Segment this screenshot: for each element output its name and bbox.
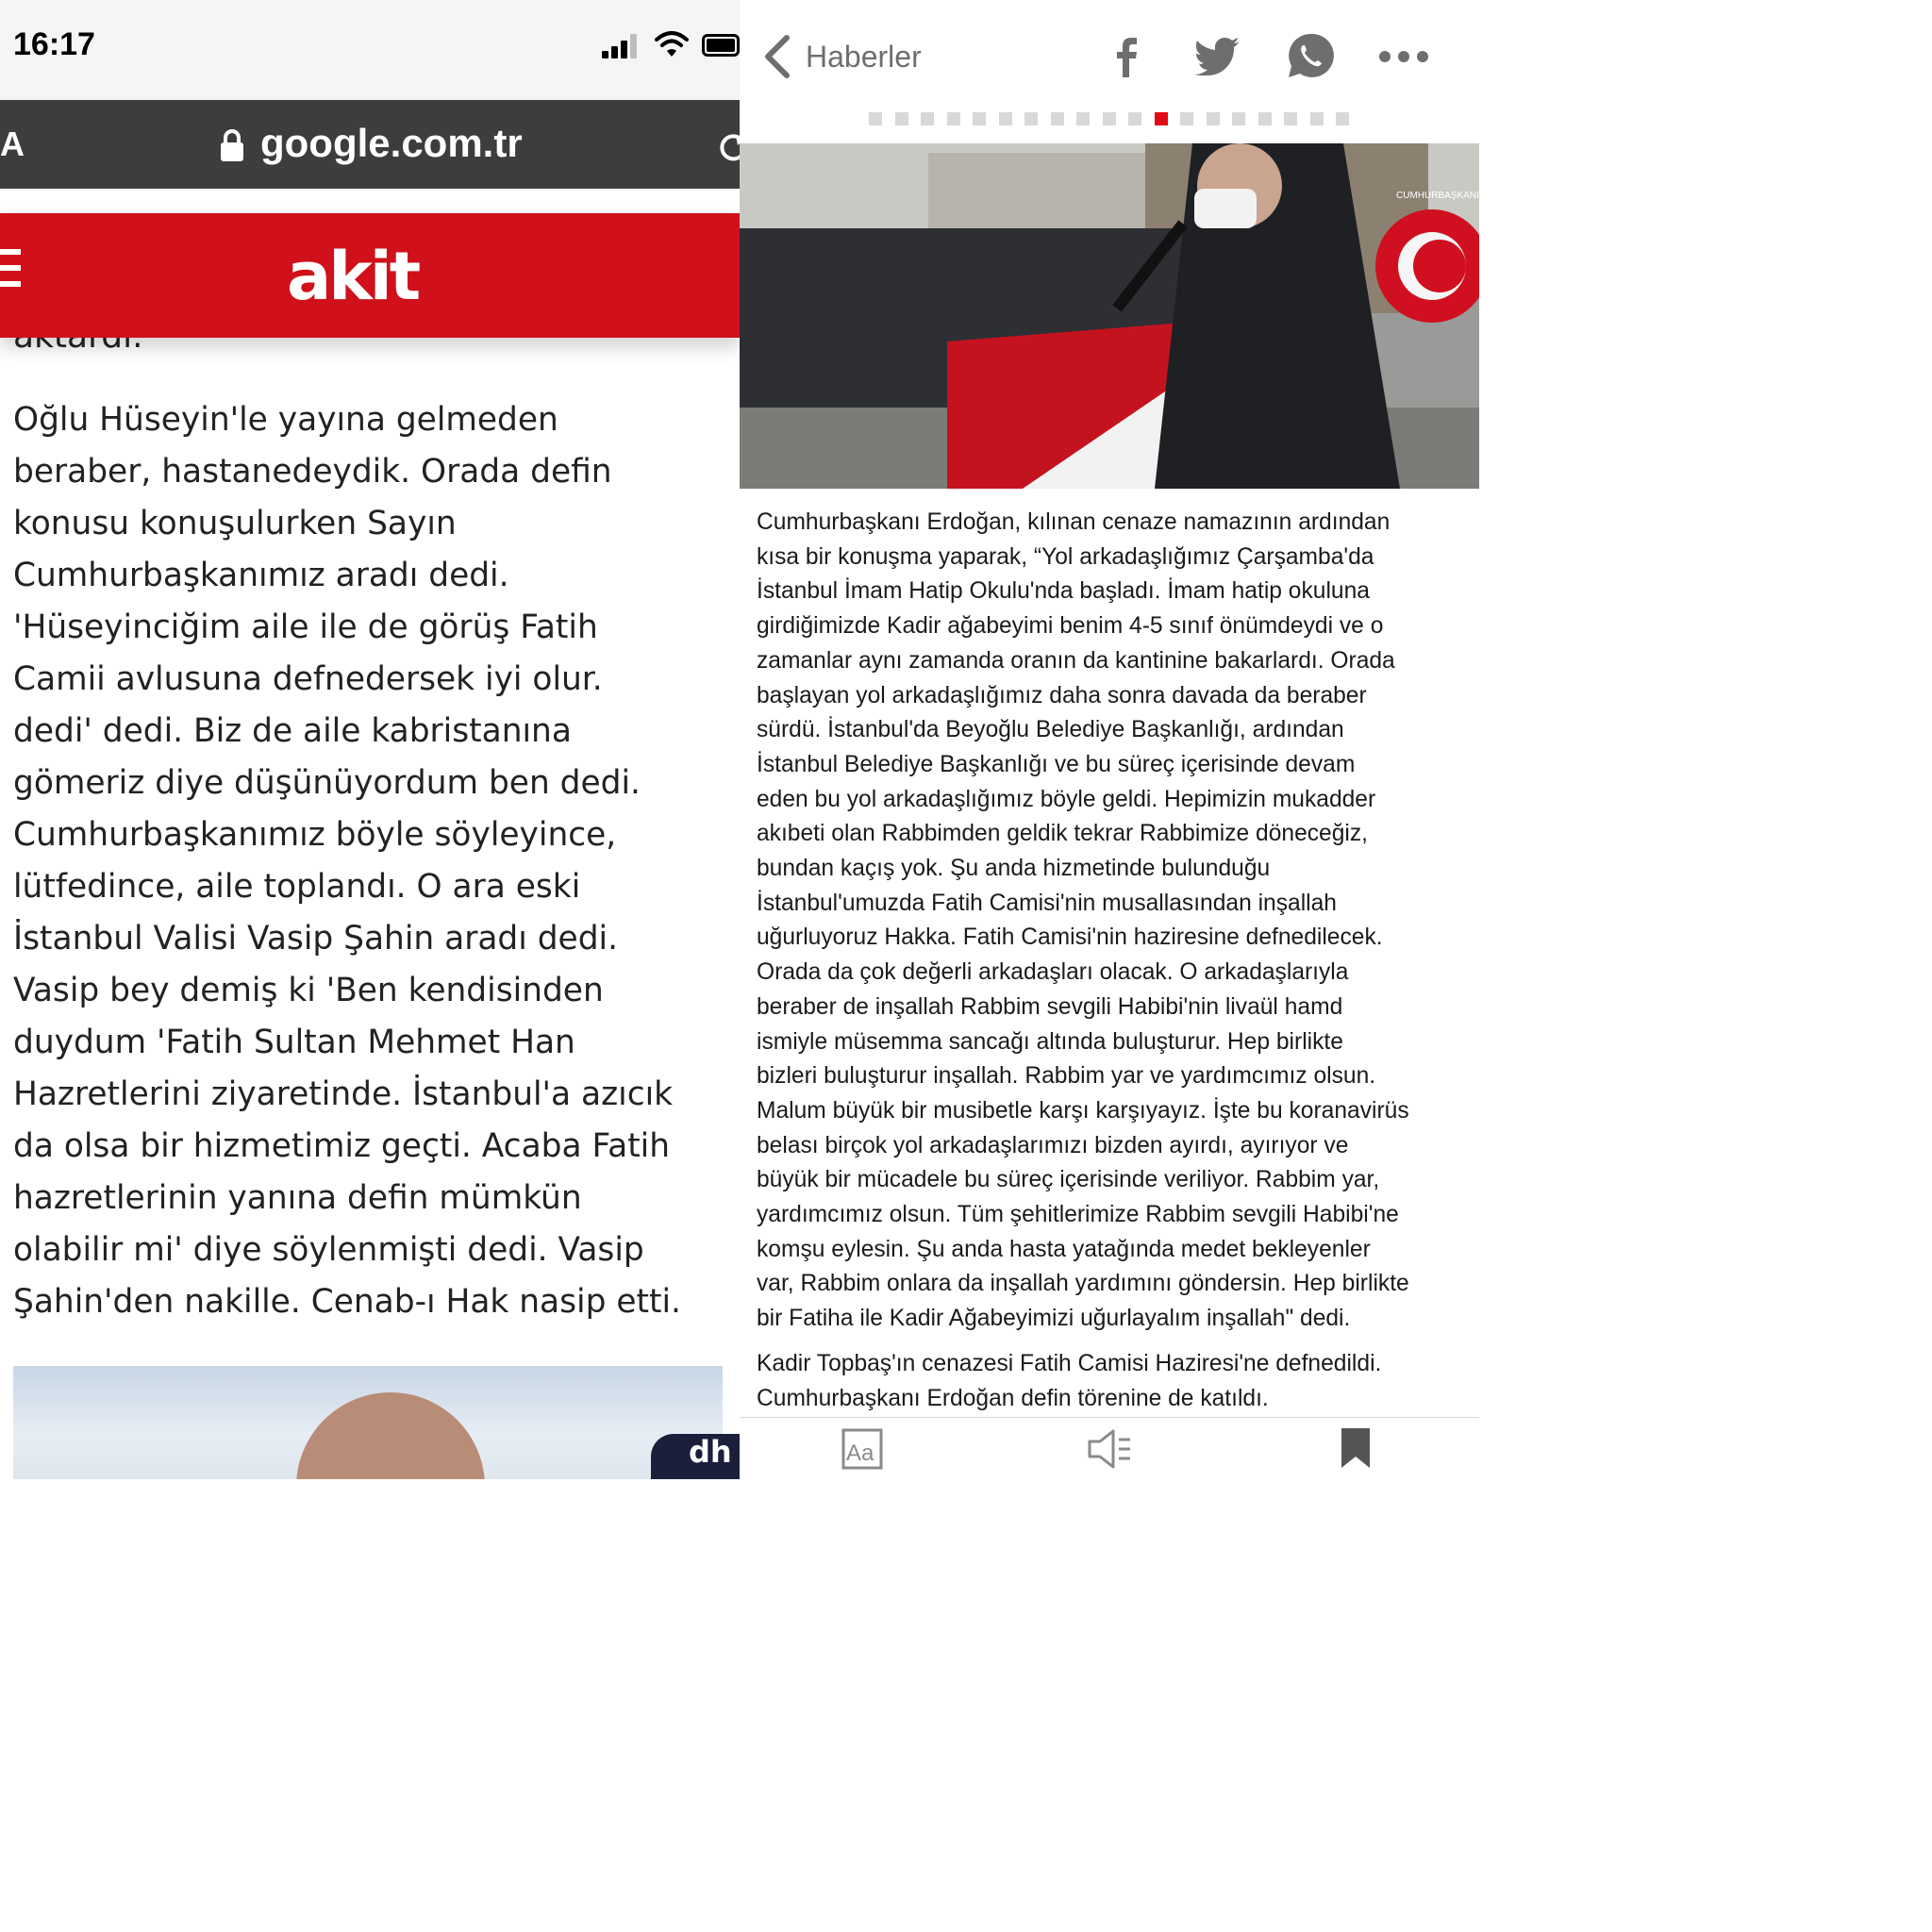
article-line: Şahin'den nakille. Cenab-ı Hak nasip etti. — [13, 1283, 681, 1321]
funeral-photo[interactable] — [740, 143, 1479, 489]
paragraph-line: akıbeti olan Rabbimden geldik tekrar Rabbimize döneceğiz, — [757, 821, 1368, 847]
paragraph-line: beraber de inşallah Rabbim sevgili Habibi'nin livaül hamd — [757, 993, 1343, 1020]
paragraph-line: zamanlar aynı zamanda oranın da kantinine bakarlardı. Orada — [757, 647, 1395, 674]
wreath-text: CUMHURBAŞKANI — [1396, 191, 1479, 201]
paragraph-line: var, Rabbim onlara da inşallah yardımını göndersin. Hep birlikte — [757, 1271, 1409, 1297]
font-size-icon[interactable] — [841, 1428, 883, 1470]
article-paragraph-2 — [757, 1347, 1470, 1416]
article-line: Cumhurbaşkanımız böyle söyleyince, — [13, 816, 617, 854]
speaker-icon[interactable] — [1087, 1428, 1134, 1470]
article-line: gömeriz diye düşünüyordum ben dedi. — [13, 764, 641, 802]
status-bar — [0, 0, 740, 100]
paragraph-line: Orada da çok değerli arkadaşları olacak. O arkadaşlarıyla — [757, 959, 1349, 986]
hamburger-menu-icon[interactable] — [0, 249, 21, 287]
paragraph-line: büyük bir mücadele bu süreç içerisinde veriliyor. Rabbim yar, — [757, 1167, 1380, 1193]
cellular-signal-icon — [602, 34, 641, 58]
paragraph-line: başlayan yol arkadaşlığımız daha sonra davada da beraber — [757, 682, 1367, 708]
whatsapp-icon[interactable] — [1287, 32, 1334, 79]
paragraph-line: Cumhurbaşkanı Erdoğan, kılınan cenaze namazının ardından — [757, 509, 1391, 535]
paragraph-line: İstanbul Belediye Başkanlığı ve bu süreç içerisinde devam — [757, 751, 1356, 777]
toolbar-divider — [740, 1417, 1479, 1418]
article-line: Oğlu Hüseyin'le yayına gelmeden — [13, 401, 558, 439]
funeral-scene — [740, 143, 1479, 489]
paragraph-line: yardımcımız olsun. Tüm şehitlerimize Rabbim sevgili Habibi'ne — [757, 1202, 1399, 1228]
person-head — [296, 1392, 485, 1479]
page-dot[interactable] — [1180, 112, 1193, 125]
video-badge-label: dh — [689, 1434, 732, 1470]
reload-icon[interactable] — [719, 130, 740, 164]
page-dot-active[interactable] — [1155, 112, 1168, 125]
page-dot[interactable] — [921, 112, 934, 125]
paragraph-line: uğurluyoruz Hakka. Fatih Camisi'nin haziresine defnedilecek. — [757, 924, 1383, 951]
paragraph-line: kısa bir konuşma yaparak, “Yol arkadaşlığımız Çarşamba'da — [757, 543, 1374, 570]
article-line: Hazretlerini ziyaretinde. İstanbul'a azıcık — [13, 1075, 674, 1113]
article-line: Camii avlusuna defnedersek iyi olur. — [13, 660, 603, 698]
facebook-icon[interactable] — [1109, 36, 1143, 77]
page-dot[interactable] — [1128, 112, 1141, 125]
site-logo[interactable]: akit — [287, 238, 419, 315]
article-line: lütfedince, aile toplandı. O ara eski — [13, 868, 581, 906]
page-dot[interactable] — [1207, 112, 1220, 125]
page-dot[interactable] — [1232, 112, 1245, 125]
article-paragraph-1 — [757, 506, 1470, 1337]
article-photo[interactable] — [13, 1366, 723, 1479]
paragraph-line: bizleri buluşturur inşallah. Rabbim yar ve yardımcımız olsun. — [757, 1063, 1376, 1090]
article-line: konusu konuşulurken Sayın — [13, 505, 457, 542]
page-dot[interactable] — [999, 112, 1012, 125]
page-dot[interactable] — [1258, 112, 1272, 125]
article-line: dedi' dedi. Biz de aile kabristanına — [13, 712, 572, 750]
lock-icon — [219, 128, 245, 162]
article-body — [13, 394, 730, 1328]
browser-address-bar[interactable] — [0, 100, 740, 189]
paragraph-line: belası birçok yol arkadaşlarımızı bizden ayırdı, ayırıyor ve — [757, 1132, 1349, 1158]
paragraph-line: bundan kaçış yok. Şu anda hizmetinde bulunduğu — [757, 856, 1271, 882]
page-dot[interactable] — [1024, 112, 1038, 125]
back-chevron-icon[interactable] — [760, 34, 794, 79]
paragraph-line: İstanbul'umuzda Fatih Camisi'nin musallasından inşallah — [757, 890, 1337, 916]
article-line: Cumhurbaşkanımız aradı dedi. — [13, 557, 509, 594]
article-line: olabilir mi' diye söylenmişti dedi. Vasip — [13, 1231, 644, 1269]
article-line: duydum 'Fatih Sultan Mehmet Han — [13, 1024, 575, 1061]
paragraph-line: Cumhurbaşkanı Erdoğan defin törenine de katıldı. — [757, 1385, 1269, 1411]
article-line: hazretlerinin yanına defin mümkün — [13, 1179, 582, 1217]
font-size-label: Aa — [846, 1441, 874, 1466]
page-dot[interactable] — [869, 112, 882, 125]
back-label[interactable]: Haberler — [806, 40, 922, 74]
paragraph-line: ismiyle müsemma sancağı altında buluşturur. Hep birlikte — [757, 1028, 1343, 1055]
more-options-icon[interactable] — [1379, 51, 1430, 64]
article-line: 'Hüseyinciğim aile ile de görüş Fatih — [13, 608, 598, 646]
page-dot[interactable] — [1076, 112, 1090, 125]
gallery-page-indicator — [869, 112, 1350, 125]
paragraph-line: eden bu yol arkadaşlığımız böyle geldi. Hepimizin mukadder — [757, 786, 1376, 812]
battery-icon — [702, 34, 740, 57]
article-line: İstanbul Valisi Vasip Şahin aradı dedi. — [13, 920, 619, 958]
page-dot[interactable] — [1103, 112, 1116, 125]
reader-text-size-button[interactable]: A — [0, 125, 25, 163]
paragraph-line: bir Fatiha ile Kadir Ağabeyimizi uğurlayalım inşallah" dedi. — [757, 1306, 1351, 1332]
paragraph-line: Malum büyük bir musibetle karşı karşıyayız. İşte bu koranavirüs — [757, 1097, 1409, 1124]
article-line: Vasip bey demiş ki 'Ben kendisinden — [13, 972, 604, 1009]
paragraph-line: İstanbul İmam Hatip Okulu'nda başladı. İmam hatip okuluna — [757, 578, 1370, 605]
article-line: beraber, hastanedeydik. Orada defin — [13, 453, 612, 491]
twitter-icon[interactable] — [1194, 36, 1241, 75]
bookmark-icon[interactable] — [1340, 1426, 1372, 1470]
paragraph-line: girdiğimizde Kadir ağabeyimi benim 4-5 sınıf önümdeydi ve o — [757, 613, 1384, 640]
status-time: 16:17 — [13, 26, 95, 62]
paragraph-line: sürdü. İstanbul'da Beyoğlu Belediye Başkanlığı, ardından — [757, 717, 1344, 743]
paragraph-line: komşu eylesin. Şu anda hasta yatağında medet bekleyenler — [757, 1236, 1371, 1262]
page-dot[interactable] — [895, 112, 908, 125]
site-header — [0, 213, 740, 338]
left-browser-panel — [0, 0, 740, 1479]
page-dot[interactable] — [947, 112, 960, 125]
url-text[interactable]: google.com.tr — [260, 121, 523, 165]
page-dot[interactable] — [1051, 112, 1064, 125]
page-dot[interactable] — [973, 112, 986, 125]
page-dot[interactable] — [1310, 112, 1324, 125]
page-dot[interactable] — [1284, 112, 1297, 125]
wifi-icon — [655, 30, 689, 58]
paragraph-line: Kadir Topbaş'ın cenazesi Fatih Camisi Haziresi'ne defnedildi. — [757, 1351, 1382, 1376]
article-line: da olsa bir hizmetimiz geçti. Acaba Fatih — [13, 1127, 671, 1165]
page-dot[interactable] — [1336, 112, 1349, 125]
